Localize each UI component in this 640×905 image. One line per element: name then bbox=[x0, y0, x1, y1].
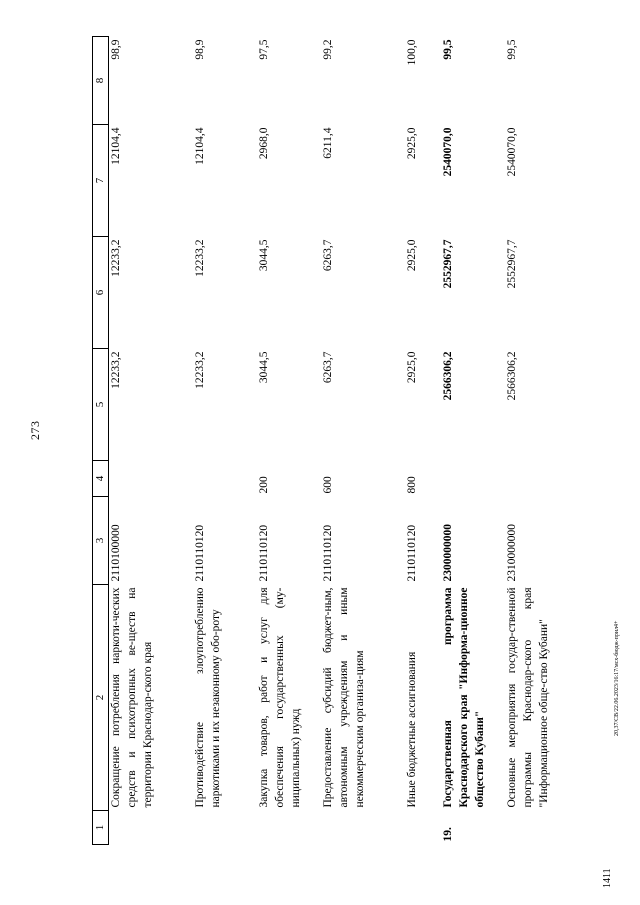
header-col-8: 8 bbox=[93, 37, 109, 125]
header-col-3: 3 bbox=[93, 497, 109, 585]
row-target-code: 2110100000 bbox=[110, 524, 123, 582]
row-expense-type: 600 bbox=[322, 476, 335, 494]
row-number bbox=[321, 811, 405, 845]
row-value-col7: 2968,0 bbox=[258, 127, 271, 160]
row-number bbox=[193, 811, 257, 845]
budget-table bbox=[92, 36, 589, 845]
row-value-col7: 2925,0 bbox=[406, 127, 419, 160]
header-col-1: 1 bbox=[93, 811, 109, 845]
row-target-code: 2310000000 bbox=[506, 524, 519, 582]
row-name: Закупка товаров, работ и услуг для обеспечения государственных (му-ниципальных) нужд bbox=[258, 587, 302, 808]
file-footer: 20,37/СВ/22.06.2023/16:17/мсх-бюдж-прил4+ bbox=[614, 620, 620, 736]
table-row bbox=[441, 37, 505, 845]
header-col-7: 7 bbox=[93, 125, 109, 237]
row-expense-type: 800 bbox=[406, 476, 419, 494]
header-col-6: 6 bbox=[93, 237, 109, 349]
row-value-col8: 99,5 bbox=[442, 39, 455, 60]
row-name: Государственная программа Краснодарского края "Информа-ционное общество Кубани" bbox=[442, 587, 486, 808]
row-value-col7: 2540070,0 bbox=[442, 127, 455, 177]
row-value-col8: 99,2 bbox=[322, 39, 335, 60]
row-value-col6: 6263,7 bbox=[322, 239, 335, 272]
header-col-2: 2 bbox=[93, 585, 109, 811]
row-value-col5: 2566306,2 bbox=[506, 351, 519, 401]
budget-table-container bbox=[92, 37, 616, 845]
row-expense-type bbox=[109, 461, 194, 497]
table-row bbox=[321, 37, 405, 845]
row-name: Иные бюджетные ассигнования bbox=[406, 651, 419, 808]
row-value-col8: 98,9 bbox=[194, 39, 207, 60]
row-name: Предоставление субсидий бюджет-ным, автономным учреждениям и иным некоммерческим организа-циям bbox=[322, 587, 366, 808]
table-row bbox=[405, 37, 441, 845]
row-value-col7: 12104,4 bbox=[194, 127, 207, 165]
row-name: Основные мероприятия государ-ственной программы Краснодар-ского края "Информационное обще-ство Кубани" bbox=[506, 587, 550, 808]
row-value-col6: 12233,2 bbox=[194, 239, 207, 277]
header-col-5: 5 bbox=[93, 349, 109, 461]
row-target-code: 2110110120 bbox=[406, 524, 419, 582]
row-expense-type bbox=[193, 461, 257, 497]
row-value-col6: 2552967,7 bbox=[442, 239, 455, 289]
row-number bbox=[109, 811, 194, 845]
row-target-code: 2300000000 bbox=[442, 524, 455, 582]
row-value-col5: 12233,2 bbox=[194, 351, 207, 389]
row-name: Сокращение потребления наркоти-ческих средств и психотропных ве-ществ на территории Краснодар-ского края bbox=[110, 587, 154, 808]
row-number bbox=[257, 811, 321, 845]
row-value-col5: 6263,7 bbox=[322, 351, 335, 384]
row-value-col7: 2540070,0 bbox=[506, 127, 519, 177]
header-col-4: 4 bbox=[93, 461, 109, 497]
row-value-col5: 3044,5 bbox=[258, 351, 271, 384]
row-target-code: 2110110120 bbox=[322, 524, 335, 582]
table-row bbox=[257, 37, 321, 845]
row-value-col8: 97,5 bbox=[258, 39, 271, 60]
page-number: 273 bbox=[28, 420, 42, 440]
table-header-row bbox=[93, 37, 109, 845]
table-row bbox=[193, 37, 257, 845]
row-number: 19. bbox=[442, 827, 455, 842]
row-number bbox=[405, 811, 441, 845]
row-expense-type bbox=[441, 461, 505, 497]
row-value-col8: 98,9 bbox=[110, 39, 123, 60]
row-value-col5: 2566306,2 bbox=[442, 351, 455, 401]
row-value-col7: 12104,4 bbox=[110, 127, 123, 165]
row-value-col6: 2552967,7 bbox=[506, 239, 519, 289]
row-value-col6: 3044,5 bbox=[258, 239, 271, 272]
corner-number: 1411 bbox=[602, 868, 613, 888]
row-number bbox=[505, 811, 589, 845]
row-expense-type: 200 bbox=[258, 476, 271, 494]
row-value-col6: 12233,2 bbox=[110, 239, 123, 277]
row-target-code: 2110110120 bbox=[194, 524, 207, 582]
row-expense-type bbox=[505, 461, 589, 497]
row-value-col6: 2925,0 bbox=[406, 239, 419, 272]
row-value-col8: 100,0 bbox=[406, 39, 419, 66]
row-name: Противодействие злоупотреблению наркотиками и их незаконному обо-роту bbox=[194, 587, 223, 808]
row-value-col5: 2925,0 bbox=[406, 351, 419, 384]
table-row bbox=[109, 37, 194, 845]
row-value-col7: 6211,4 bbox=[322, 127, 335, 159]
row-target-code: 2110110120 bbox=[258, 524, 271, 582]
row-value-col5: 12233,2 bbox=[110, 351, 123, 389]
table-row bbox=[505, 37, 589, 845]
row-value-col8: 99,5 bbox=[506, 39, 519, 60]
